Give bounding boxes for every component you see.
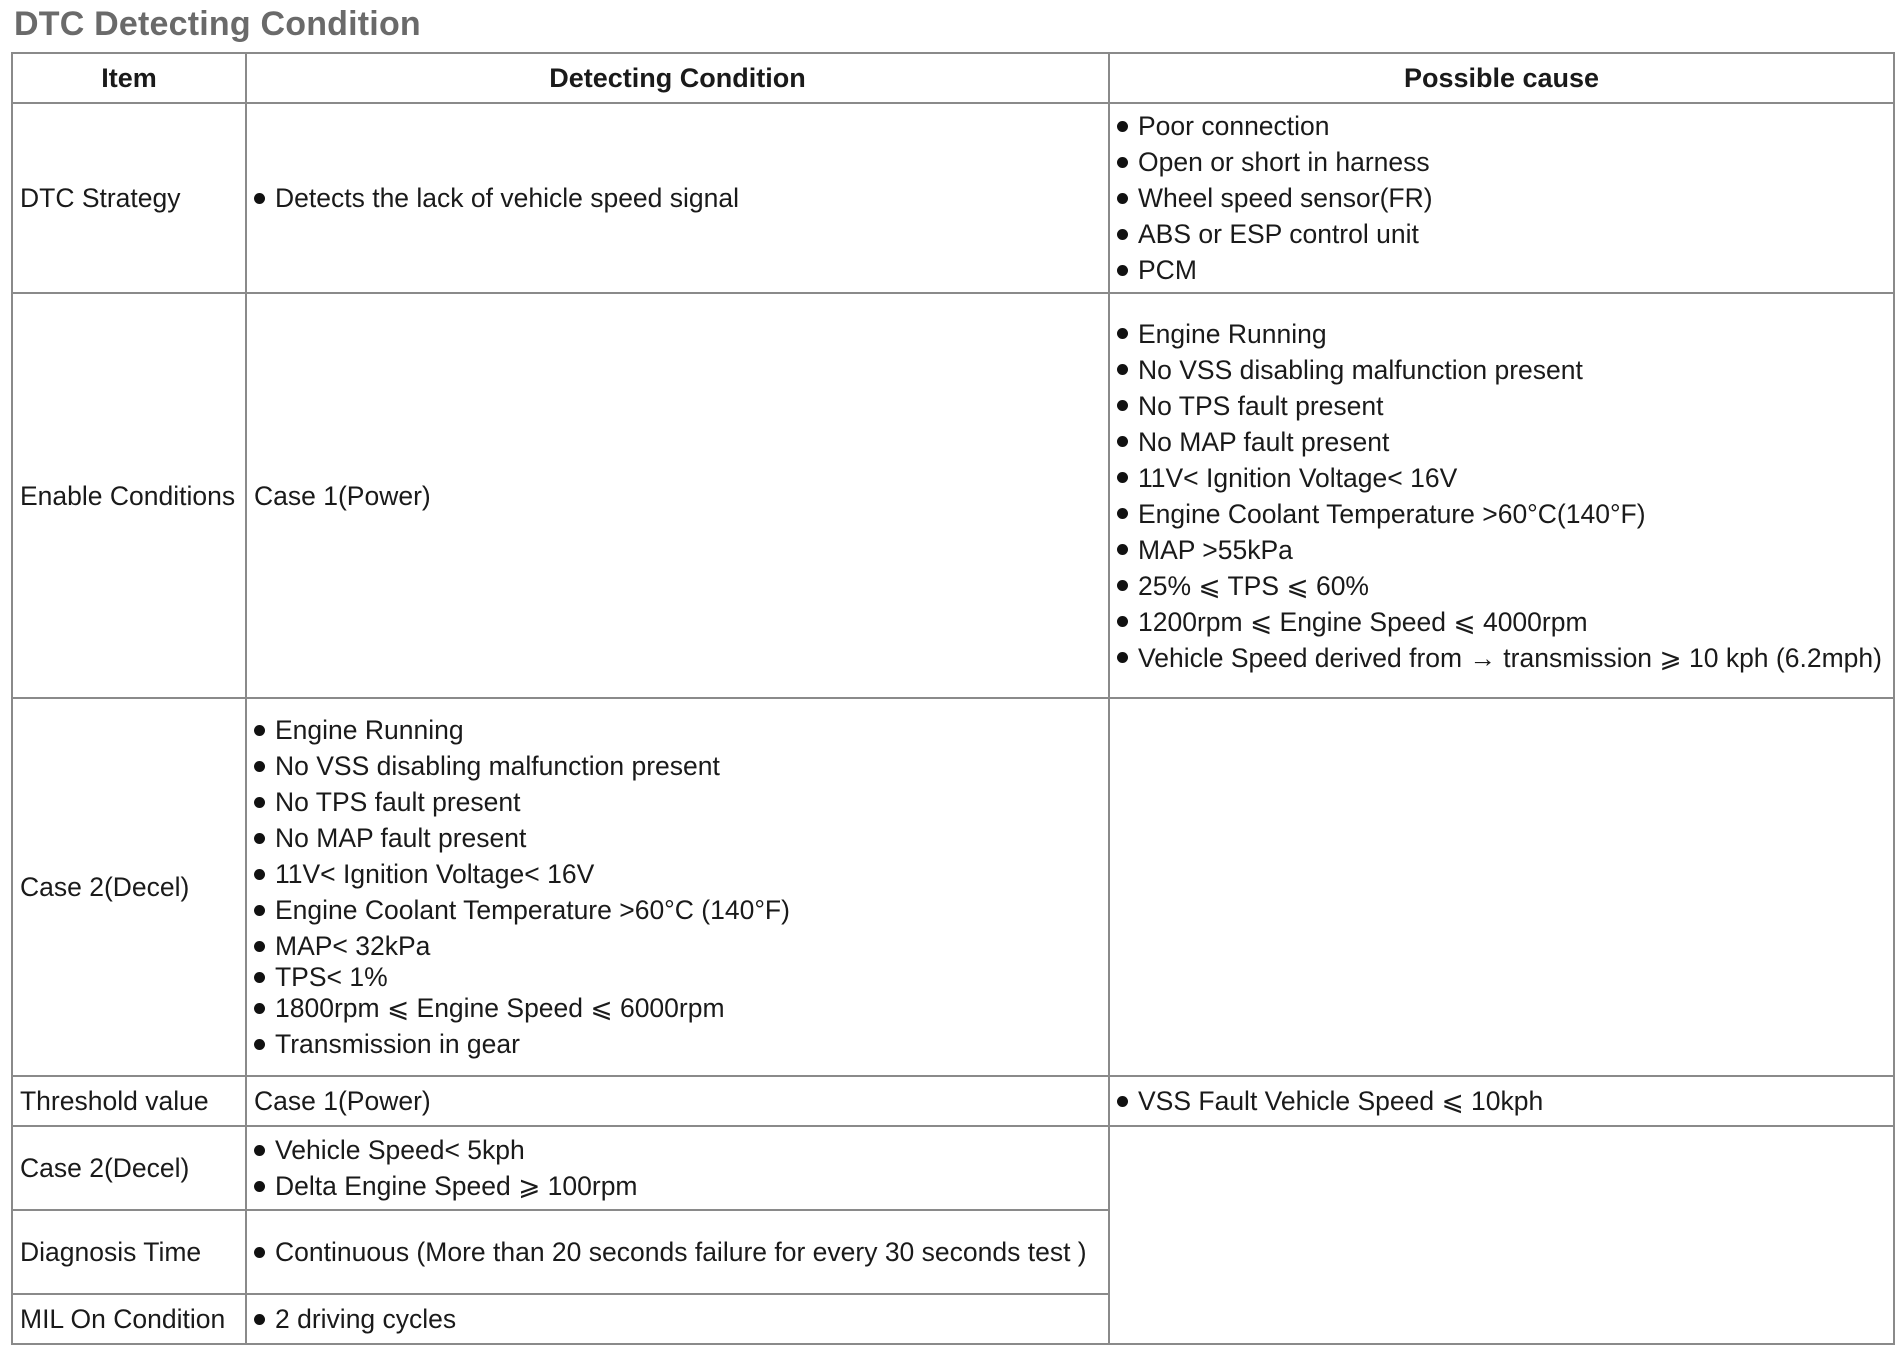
header-possible-cause: Possible cause: [1109, 53, 1894, 103]
cell-cause: [1109, 1076, 1894, 1126]
list-item: Detects the lack of vehicle speed signal: [254, 180, 1101, 216]
bullet-icon: [1117, 616, 1128, 627]
bullet-icon: [254, 1003, 265, 1014]
cell-item: MIL On Condition: [12, 1294, 246, 1344]
bullet-icon: [254, 193, 265, 204]
table-row-threshold: [12, 1076, 1894, 1126]
list-item: 2 driving cycles: [254, 1301, 1101, 1337]
header-item: Item: [12, 53, 246, 103]
list-item: 1200rpm ⩽ Engine Speed ⩽ 4000rpm: [1117, 604, 1886, 640]
list-item: 25% ⩽ TPS ⩽ 60%: [1117, 568, 1886, 604]
bullet-icon: [1117, 652, 1128, 663]
bullet-icon: [254, 725, 265, 736]
cell-item: Threshold value: [12, 1076, 246, 1126]
bullet-icon: [254, 1247, 265, 1258]
bullet-icon: [1117, 328, 1128, 339]
list-item: Poor connection: [1117, 108, 1886, 144]
table-row-threshold-case2: [12, 1126, 1894, 1210]
list-item: Vehicle Speed derived from → transmission ⩾ 10 kph (6.2mph): [1117, 640, 1886, 676]
list-item: Engine Coolant Temperature >60°C(140°F): [1117, 496, 1886, 532]
bullet-icon: [1117, 265, 1128, 276]
bullet-icon: [254, 972, 265, 983]
bullet-icon: [1117, 508, 1128, 519]
bullet-icon: [254, 1181, 265, 1192]
list-item: MAP >55kPa: [1117, 532, 1886, 568]
bullet-icon: [1117, 229, 1128, 240]
bullet-icon: [1117, 364, 1128, 375]
bullet-icon: [254, 941, 265, 952]
list-item: Vehicle Speed< 5kph: [254, 1132, 1101, 1168]
cell-detecting: Case 1(Power): [246, 293, 1109, 698]
bullet-icon: [254, 1314, 265, 1325]
list-item: 1800rpm ⩽ Engine Speed ⩽ 6000rpm: [254, 990, 1101, 1026]
header-detecting-condition: Detecting Condition: [246, 53, 1109, 103]
cell-item: Diagnosis Time: [12, 1210, 246, 1294]
list-item: No VSS disabling malfunction present: [254, 748, 1101, 784]
list-item: TPS< 1%: [254, 964, 1101, 990]
dtc-condition-table: [11, 52, 1895, 1345]
cell-cause-empty: [1109, 1126, 1894, 1344]
bullet-icon: [254, 1039, 265, 1050]
list-item: Transmission in gear: [254, 1026, 1101, 1062]
cell-detecting: [246, 698, 1109, 1076]
bullet-icon: [254, 797, 265, 808]
bullet-icon: [1117, 472, 1128, 483]
list-item: No TPS fault present: [1117, 388, 1886, 424]
cell-detecting: Case 1(Power): [246, 1076, 1109, 1126]
bullet-icon: [1117, 157, 1128, 168]
list-item: Engine Running: [254, 712, 1101, 748]
table-row-dtc-strategy: [12, 103, 1894, 293]
list-item: No VSS disabling malfunction present: [1117, 352, 1886, 388]
table-row-case2-decel: [12, 698, 1894, 1076]
bullet-icon: [254, 905, 265, 916]
list-item: 11V< Ignition Voltage< 16V: [1117, 460, 1886, 496]
cell-cause-empty: [1109, 698, 1894, 1076]
bullet-icon: [1117, 544, 1128, 555]
bullet-icon: [1117, 121, 1128, 132]
list-item: No TPS fault present: [254, 784, 1101, 820]
cell-item: Enable Conditions: [12, 293, 246, 698]
list-item: Wheel speed sensor(FR): [1117, 180, 1886, 216]
bullet-icon: [1117, 580, 1128, 591]
list-item: MAP< 32kPa: [254, 928, 1101, 964]
bullet-icon: [254, 1145, 265, 1156]
list-item: Delta Engine Speed ⩾ 100rpm: [254, 1168, 1101, 1204]
cell-detecting: [246, 103, 1109, 293]
bullet-icon: [1117, 193, 1128, 204]
list-item: ABS or ESP control unit: [1117, 216, 1886, 252]
cell-item: DTC Strategy: [12, 103, 246, 293]
cell-item: Case 2(Decel): [12, 1126, 246, 1210]
bullet-icon: [254, 761, 265, 772]
bullet-icon: [1117, 436, 1128, 447]
cell-detecting: [246, 1294, 1109, 1344]
cell-cause: [1109, 103, 1894, 293]
cell-item: Case 2(Decel): [12, 698, 246, 1076]
cell-detecting: [246, 1210, 1109, 1294]
list-item: No MAP fault present: [1117, 424, 1886, 460]
bullet-icon: [254, 869, 265, 880]
list-item: Open or short in harness: [1117, 144, 1886, 180]
bullet-icon: [254, 833, 265, 844]
list-item: 11V< Ignition Voltage< 16V: [254, 856, 1101, 892]
list-item: Engine Running: [1117, 316, 1886, 352]
cell-cause: [1109, 293, 1894, 698]
table-header-row: [12, 53, 1894, 103]
list-item: No MAP fault present: [254, 820, 1101, 856]
table-row-enable-conditions: [12, 293, 1894, 698]
page-title: DTC Detecting Condition: [14, 5, 421, 43]
cell-detecting: [246, 1126, 1109, 1210]
list-item: PCM: [1117, 252, 1886, 288]
bullet-icon: [1117, 400, 1128, 411]
list-item: VSS Fault Vehicle Speed ⩽ 10kph: [1117, 1083, 1886, 1119]
list-item: Continuous (More than 20 seconds failure for every 30 seconds test ): [254, 1234, 1101, 1270]
list-item: Engine Coolant Temperature >60°C (140°F): [254, 892, 1101, 928]
bullet-icon: [1117, 1096, 1128, 1107]
